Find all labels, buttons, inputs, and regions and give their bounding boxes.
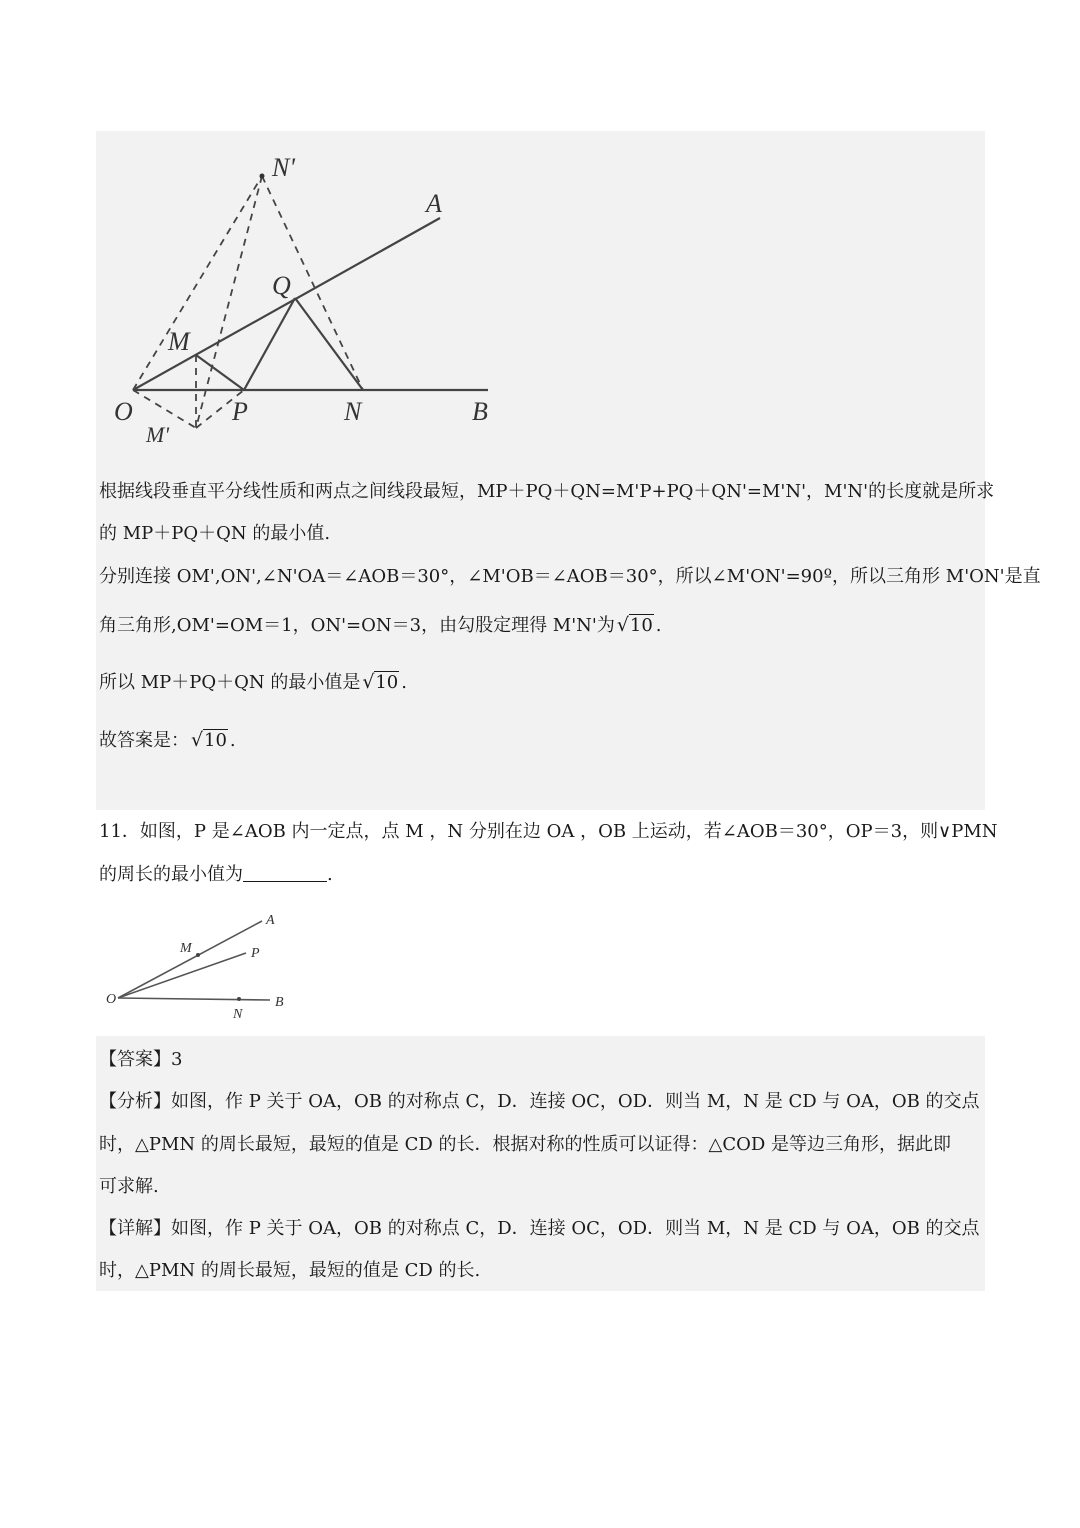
ray-OP-2 bbox=[118, 953, 246, 998]
solution-line-4: 角三角形,OM'=OM＝1，ON'=ON＝3，由勾股定理得 M'N'为√ 10 . bbox=[99, 614, 662, 638]
ray-OB-2 bbox=[118, 998, 270, 1000]
analysis-line-1: 【分析】如图，作 P 关于 OA，OB 的对称点 C，D．连接 OC，OD．则当 M，N 是 CD 与 OA，OB 的交点 bbox=[99, 1091, 980, 1112]
question-line-2: 的周长的最小值为 . bbox=[99, 864, 333, 885]
solution-line-5: 所以 MP＋PQ＋QN 的最小值是√ 10 . bbox=[99, 671, 407, 695]
detail-line-2: 时，△PMN 的周长最短，最短的值是 CD 的长. bbox=[99, 1260, 481, 1281]
point-N-prime bbox=[260, 174, 265, 179]
label-O-2: O bbox=[106, 992, 117, 1007]
label-N-2: N bbox=[233, 1007, 243, 1022]
label-M-prime: M' bbox=[146, 422, 170, 447]
solution-line-6-text: 故答案是： bbox=[99, 730, 189, 751]
label-O: O bbox=[114, 397, 133, 426]
segment-MP bbox=[196, 355, 244, 390]
sqrt-expression: √ 10 bbox=[191, 729, 228, 753]
ray-OA bbox=[133, 218, 440, 390]
label-B: B bbox=[472, 397, 488, 426]
segment-PQ bbox=[244, 298, 295, 390]
solution-line-4-text: 角三角形,OM'=OM＝1，ON'=ON＝3，由勾股定理得 M'N'为 bbox=[99, 615, 615, 636]
solution-line-6: 故答案是：√ 10 . bbox=[99, 729, 236, 753]
label-Q: Q bbox=[272, 271, 291, 300]
label-N: N bbox=[344, 397, 362, 426]
analysis-line-3: 可求解. bbox=[99, 1176, 159, 1197]
answer-line: 【答案】3 bbox=[99, 1049, 183, 1070]
dash-ON' bbox=[133, 176, 262, 390]
solution-line-3: 分别连接 OM',ON',∠N'OA＝∠AOB＝30°，∠M'OB＝∠AOB＝30°，所以∠M'ON'=90º，所以三角形 M'ON'是直 bbox=[99, 566, 1041, 587]
sqrt-expression: √ 10 bbox=[362, 671, 399, 695]
label-N-prime: N' bbox=[272, 153, 295, 182]
solution-line-5-text: 所以 MP＋PQ＋QN 的最小值是 bbox=[99, 672, 361, 693]
question-line-1: 11．如图，P 是∠AOB 内一定点，点 M ，N 分别在边 OA ，OB 上运动，若∠AOB＝30°，OP＝3，则∨PMN bbox=[99, 821, 998, 842]
figure-angle-diagram bbox=[118, 921, 270, 1000]
label-A: A bbox=[426, 189, 442, 218]
solution-line-2: 的 MP＋PQ＋QN 的最小值. bbox=[99, 523, 331, 544]
point-N-2 bbox=[237, 997, 241, 1001]
label-A-2: A bbox=[266, 913, 275, 928]
point-M-2 bbox=[196, 953, 200, 957]
label-B-2: B bbox=[275, 995, 284, 1010]
analysis-line-2: 时，△PMN 的周长最短，最短的值是 CD 的长．根据对称的性质可以证得：△COD 是等边三角形，据此即 bbox=[99, 1134, 952, 1155]
detail-line-1: 【详解】如图，作 P 关于 OA，OB 的对称点 C，D．连接 OC，OD．则当 M，N 是 CD 与 OA，OB 的交点 bbox=[99, 1218, 980, 1239]
ray-OA-2 bbox=[118, 921, 262, 998]
answer-blank bbox=[243, 863, 327, 882]
label-P: P bbox=[232, 397, 248, 426]
label-M-2: M bbox=[180, 941, 192, 956]
solution-line-1: 根据线段垂直平分线性质和两点之间线段最短，MP＋PQ＋QN=M'P+PQ＋QN'=M'N'，M'N'的长度就是所求 bbox=[99, 481, 995, 502]
label-M: M bbox=[168, 327, 190, 356]
label-P-2: P bbox=[251, 946, 260, 961]
sqrt-expression: √ 10 bbox=[617, 614, 654, 638]
segment-QN bbox=[295, 298, 363, 390]
